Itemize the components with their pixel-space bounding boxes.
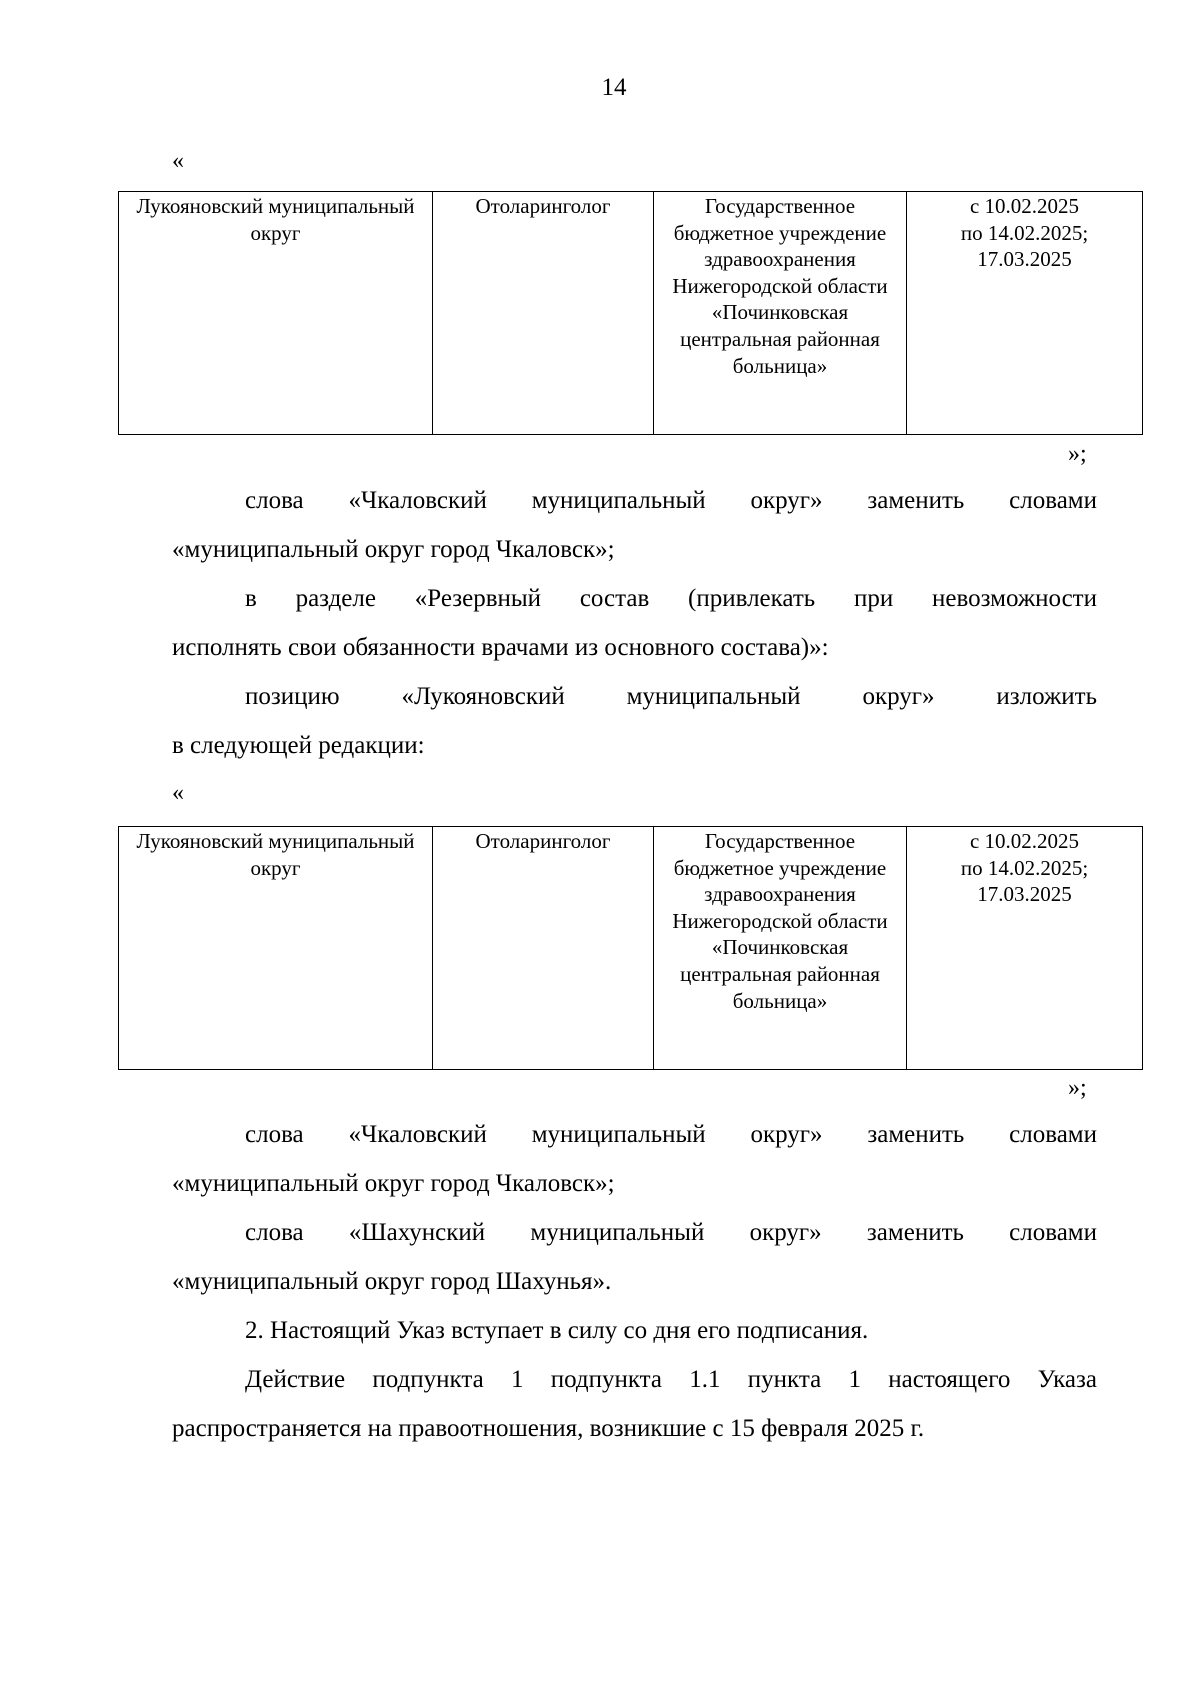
paragraph-line: позицию «Лукояновский муниципальный округ» изложить (245, 683, 1097, 710)
date-line: 17.03.2025 (977, 882, 1072, 907)
date-line: по 14.02.2025; (960, 855, 1089, 880)
date-line: с 10.02.2025 (969, 194, 1080, 218)
district-cell: Лукояновский муниципальный округ (119, 827, 433, 1070)
district-cell: Лукояновский муниципальный округ (119, 192, 433, 435)
organization-cell: Государственное бюджетное учреждение здравоохранения Нижегородской области «Починковская центральная районная больница» (654, 827, 907, 1070)
dates-cell (907, 827, 1143, 1070)
date-line: по 14.02.2025; (960, 220, 1089, 245)
paragraph-line: распространяется на правоотношения, возникшие с 15 февраля 2025 г. (172, 1415, 925, 1442)
paragraph-line: «муниципальный округ город Чкаловск»; (172, 1170, 615, 1197)
paragraph-line: «муниципальный округ город Чкаловск»; (172, 536, 615, 563)
replacement-table-2 (118, 826, 1143, 1070)
paragraph-line: 2. Настоящий Указ вступает в силу со дня его подписания. (245, 1317, 869, 1344)
opening-quote: « (172, 148, 184, 174)
table-row (119, 827, 1143, 1070)
date-line: с 10.02.2025 (969, 829, 1080, 853)
page-number: 14 (601, 74, 627, 101)
date-line: 17.03.2025 (977, 247, 1072, 272)
paragraph-line: слова «Шахунский муниципальный округ» заменить словами (245, 1219, 1097, 1246)
paragraph-line: исполнять свои обязанности врачами из основного состава)»: (172, 634, 829, 661)
dates-cell (907, 192, 1143, 435)
specialist-cell: Отоларинголог (433, 192, 654, 435)
paragraph-line: в следующей редакции: (172, 732, 425, 759)
closing-quote: »; (1068, 1075, 1087, 1101)
closing-quote: »; (1068, 441, 1087, 467)
paragraph-line: в разделе «Резервный состав (привлекать при невозможности (245, 585, 1097, 612)
table-row (119, 192, 1143, 435)
paragraph-line: Действие подпункта 1 подпункта 1.1 пункта 1 настоящего Указа (245, 1366, 1097, 1393)
paragraph-line: слова «Чкаловский муниципальный округ» заменить словами (245, 1121, 1097, 1148)
organization-cell: Государственное бюджетное учреждение здравоохранения Нижегородской области «Починковская центральная районная больница» (654, 192, 907, 435)
paragraph-line: слова «Чкаловский муниципальный округ» заменить словами (245, 487, 1097, 514)
specialist-cell: Отоларинголог (433, 827, 654, 1070)
opening-quote: « (172, 780, 184, 806)
paragraph-line: «муниципальный округ город Шахунья». (172, 1268, 612, 1295)
replacement-table-1 (118, 191, 1143, 435)
